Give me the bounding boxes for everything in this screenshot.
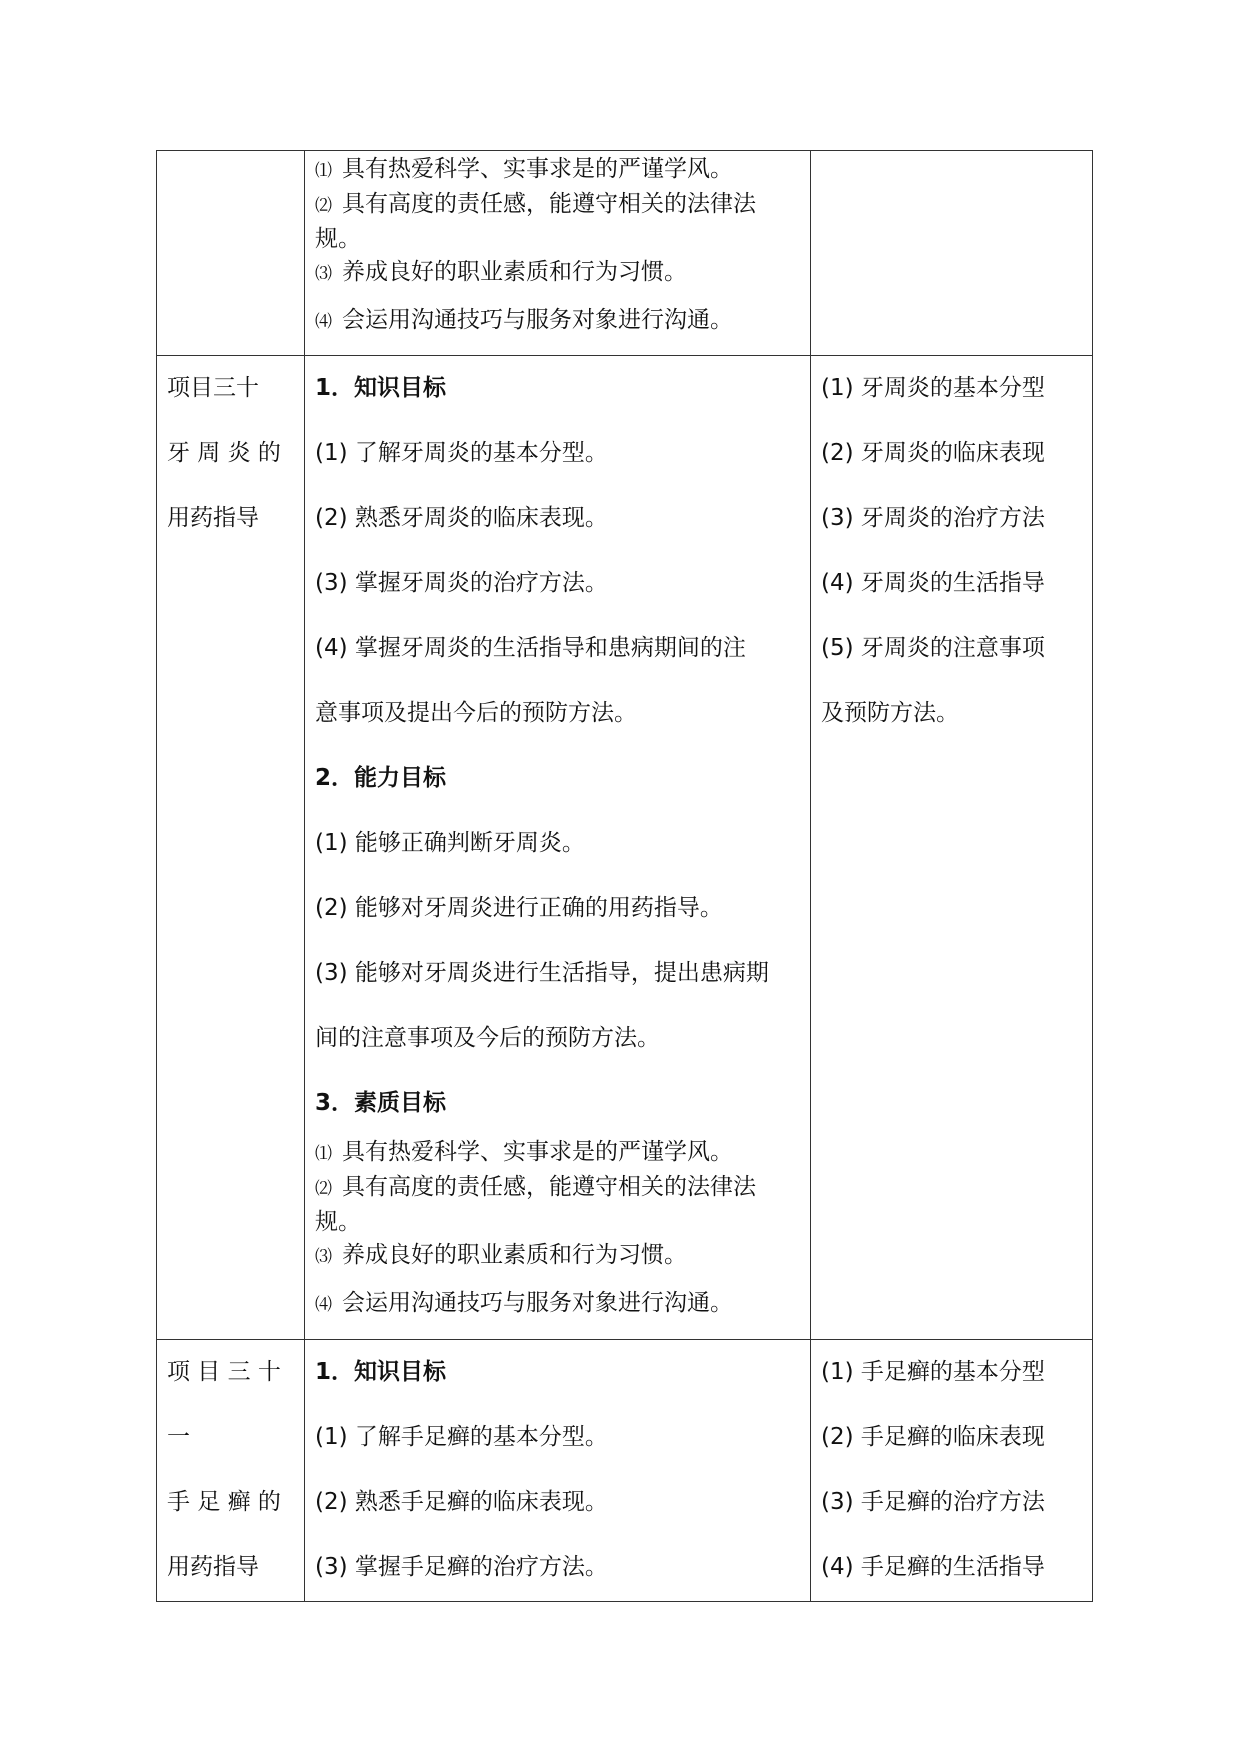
content-cell bbox=[811, 1340, 1093, 1602]
knowledge-heading: 1．知识目标 bbox=[315, 375, 447, 401]
content-item: (4) 牙周炎的生活指导 bbox=[821, 570, 1045, 596]
quality-item: ⑵ 具有高度的责任感，能遵守相关的法律法 bbox=[315, 191, 756, 217]
content-item: (5) 牙周炎的注意事项 bbox=[821, 635, 1045, 661]
objectives-cell bbox=[305, 356, 811, 1340]
quality-heading: 3．素质目标 bbox=[315, 1090, 447, 1116]
knowledge-item: (1) 了解手足癣的基本分型。 bbox=[315, 1424, 608, 1450]
table-row bbox=[157, 356, 1093, 1340]
quality-item-cont: 规。 bbox=[315, 226, 361, 252]
ability-item: (2) 能够对牙周炎进行正确的用药指导。 bbox=[315, 895, 723, 921]
content-item: (2) 手足癣的临床表现 bbox=[821, 1424, 1045, 1450]
project-title-cell bbox=[157, 1340, 305, 1602]
objectives-cell bbox=[305, 151, 811, 356]
project-title-line: 一 bbox=[167, 1424, 190, 1450]
quality-item: ⑴ 具有热爱科学、实事求是的严谨学风。 bbox=[315, 1139, 733, 1165]
knowledge-item: (4) 掌握牙周炎的生活指导和患病期间的注 bbox=[315, 635, 746, 661]
ability-heading: 2．能力目标 bbox=[315, 765, 447, 791]
quality-item: ⑷ 会运用沟通技巧与服务对象进行沟通。 bbox=[315, 1290, 733, 1316]
knowledge-item: (3) 掌握牙周炎的治疗方法。 bbox=[315, 570, 608, 596]
quality-item: ⑵ 具有高度的责任感，能遵守相关的法律法 bbox=[315, 1174, 756, 1200]
ability-item: 间的注意事项及今后的预防方法。 bbox=[315, 1025, 660, 1051]
knowledge-item: (2) 熟悉牙周炎的临床表现。 bbox=[315, 505, 608, 531]
quality-item: ⑴ 具有热爱科学、实事求是的严谨学风。 bbox=[315, 156, 733, 182]
project-title-line: 项目三十 bbox=[167, 375, 259, 401]
knowledge-heading: 1．知识目标 bbox=[315, 1359, 447, 1385]
quality-item: ⑶ 养成良好的职业素质和行为习惯。 bbox=[315, 259, 687, 285]
project-title-line: 用药指导 bbox=[167, 505, 259, 531]
quality-item: ⑶ 养成良好的职业素质和行为习惯。 bbox=[315, 1242, 687, 1268]
knowledge-item: (2) 熟悉手足癣的临床表现。 bbox=[315, 1489, 608, 1515]
project-title-cell bbox=[157, 356, 305, 1340]
knowledge-item: (1) 了解牙周炎的基本分型。 bbox=[315, 440, 608, 466]
content-item: (1) 手足癣的基本分型 bbox=[821, 1359, 1045, 1385]
content-item: (1) 牙周炎的基本分型 bbox=[821, 375, 1045, 401]
content-cell bbox=[811, 356, 1093, 1340]
ability-item: (3) 能够对牙周炎进行生活指导，提出患病期 bbox=[315, 960, 769, 986]
objectives-cell bbox=[305, 1340, 811, 1602]
project-title-cell bbox=[157, 151, 305, 356]
content-item: (4) 手足癣的生活指导 bbox=[821, 1554, 1045, 1580]
project-title-line: 用药指导 bbox=[167, 1554, 259, 1580]
project-title-line: 手 足 癣 的 bbox=[167, 1489, 281, 1515]
quality-item-cont: 规。 bbox=[315, 1209, 361, 1235]
curriculum-table bbox=[156, 150, 1093, 1602]
content-item: (3) 手足癣的治疗方法 bbox=[821, 1489, 1045, 1515]
knowledge-item: (3) 掌握手足癣的治疗方法。 bbox=[315, 1554, 608, 1580]
quality-item: ⑷ 会运用沟通技巧与服务对象进行沟通。 bbox=[315, 307, 733, 333]
content-item: (2) 牙周炎的临床表现 bbox=[821, 440, 1045, 466]
project-title-line: 项 目 三 十 bbox=[167, 1359, 281, 1385]
content-item: (3) 牙周炎的治疗方法 bbox=[821, 505, 1045, 531]
table-row bbox=[157, 151, 1093, 356]
table-row bbox=[157, 1340, 1093, 1602]
ability-item: (1) 能够正确判断牙周炎。 bbox=[315, 830, 585, 856]
knowledge-item: 意事项及提出今后的预防方法。 bbox=[315, 700, 637, 726]
content-item: 及预防方法。 bbox=[821, 700, 959, 726]
project-title-line: 牙 周 炎 的 bbox=[167, 440, 281, 466]
content-cell bbox=[811, 151, 1093, 356]
